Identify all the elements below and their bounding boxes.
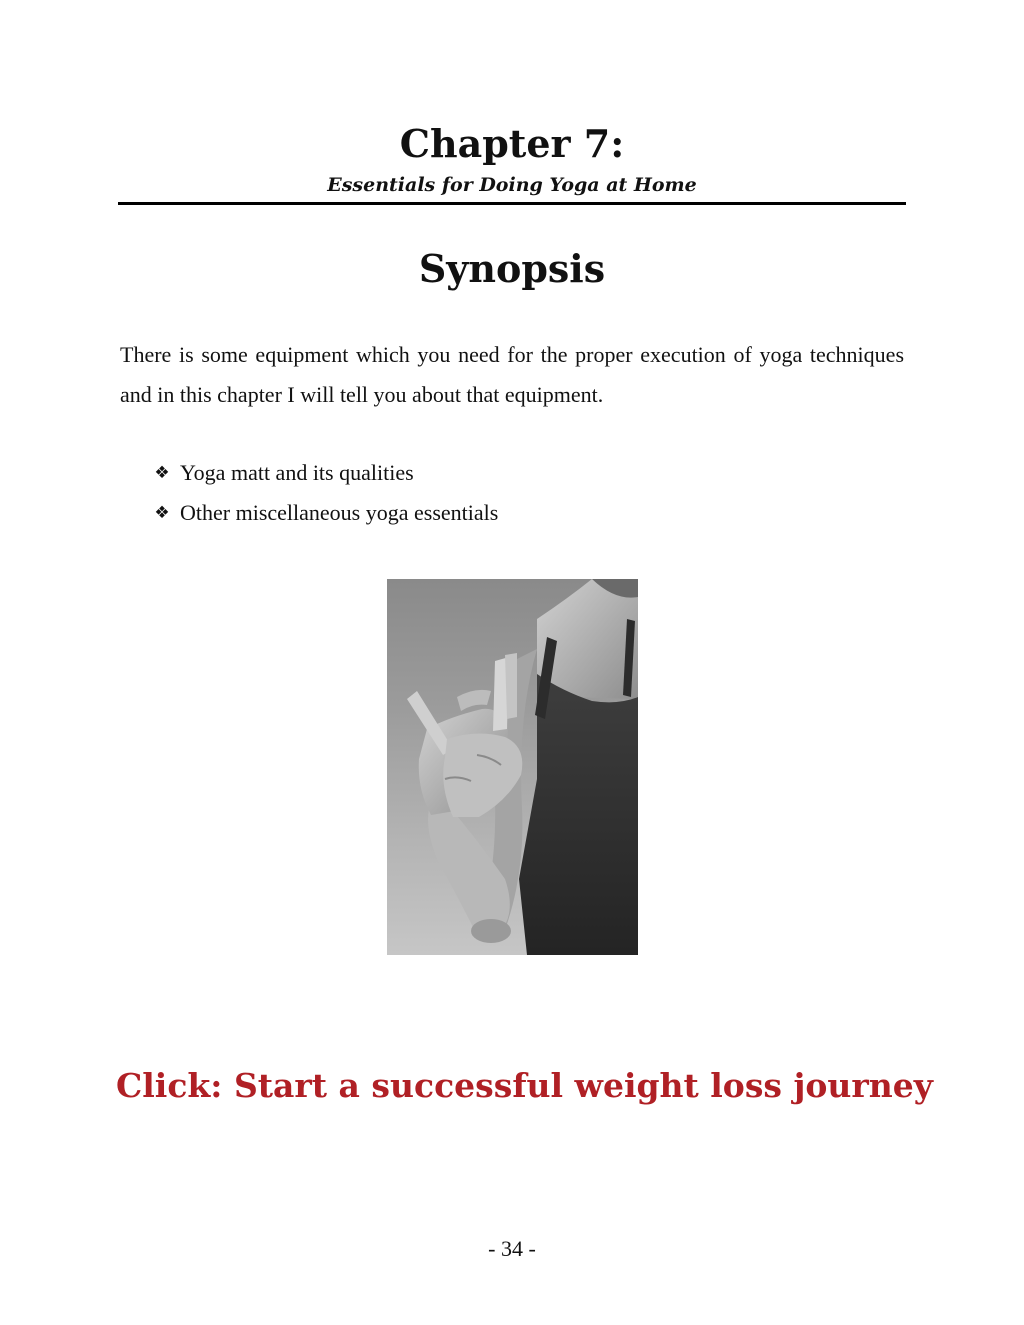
four-diamond-bullet-icon: ❖ — [154, 503, 170, 523]
list-item — [152, 493, 498, 533]
chapter-subtitle: Essentials for Doing Yoga at Home — [327, 174, 697, 196]
chapter-divider — [118, 202, 906, 205]
chapter-title: Chapter 7: — [399, 121, 625, 166]
list-item-label: Yoga matt and its qualities — [180, 460, 414, 485]
intro-paragraph: There is some equipment which you need for the proper execution of yoga techniques and in this chapter I will tell you about that equipment. — [120, 342, 904, 407]
weight-loss-promo-link[interactable]: Click: Start a successful weight loss journey — [116, 1066, 933, 1105]
bullet-list — [152, 453, 498, 533]
page-number: - 34 - — [488, 1236, 536, 1261]
yoga-mudra-photo — [387, 579, 638, 955]
section-title: Synopsis — [418, 246, 606, 291]
four-diamond-bullet-icon: ❖ — [154, 463, 170, 483]
list-item — [152, 453, 498, 493]
list-item-label: Other miscellaneous yoga essentials — [180, 500, 499, 525]
